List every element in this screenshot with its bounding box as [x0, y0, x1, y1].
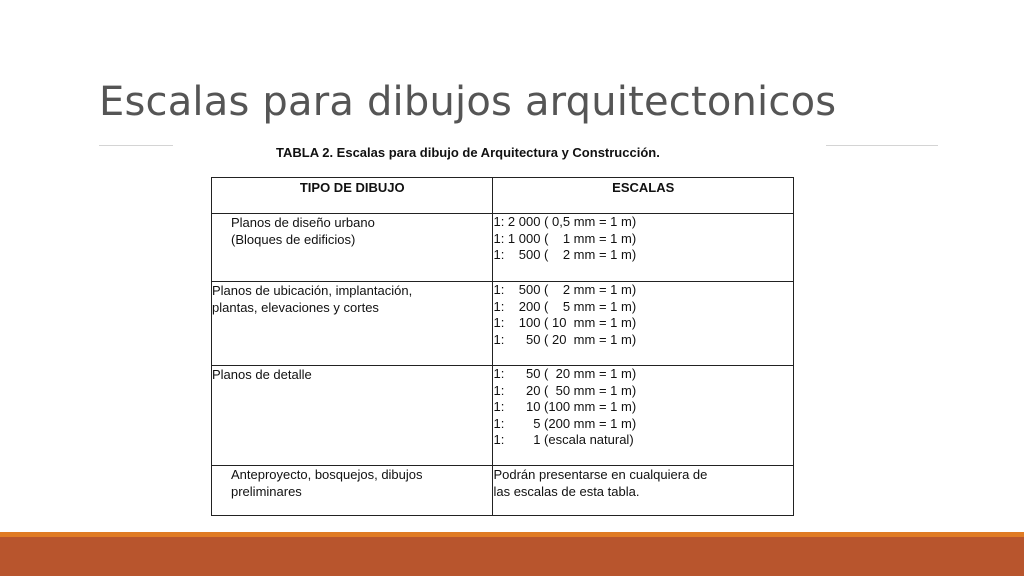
drawing-type-cell	[212, 282, 493, 366]
column-header-scales: ESCALAS	[493, 178, 794, 214]
scale-note-line: las escalas de esta tabla.	[493, 484, 640, 499]
scale-line: 1: 1 (escala natural)	[493, 432, 634, 447]
drawing-type-cell	[212, 214, 493, 282]
scale-line: 1: 5 (200 mm = 1 m)	[493, 415, 637, 431]
table-image	[173, 139, 826, 532]
table-row	[212, 466, 794, 516]
scale-line: 1: 200 ( 5 mm = 1 m)	[493, 298, 637, 314]
table-caption: TABLA 2. Escalas para dibujo de Arquitectura y Construcción.	[276, 145, 660, 160]
scale-line: 1: 100 ( 10 mm = 1 m)	[493, 315, 637, 330]
scale-line: 1: 20 ( 50 mm = 1 m)	[493, 382, 637, 398]
drawing-type-line: Anteproyecto, bosquejos, dibujos	[231, 467, 423, 482]
table-row	[212, 282, 794, 366]
table-row	[212, 366, 794, 466]
title-underline-right	[826, 145, 938, 146]
drawing-type-cell	[212, 366, 493, 466]
drawing-type-line: Planos de ubicación, implantación,	[212, 283, 413, 298]
footer-band	[0, 537, 1024, 576]
drawing-type-line: Planos de diseño urbano	[231, 215, 375, 230]
slide-title: Escalas para dibujos arquitectonicos	[99, 79, 837, 125]
scale-cell	[493, 214, 794, 282]
table-row	[212, 214, 794, 282]
scale-line: 1: 50 ( 20 mm = 1 m)	[493, 331, 637, 347]
table-header-row	[212, 178, 794, 214]
scale-cell	[493, 366, 794, 466]
drawing-type-line: preliminares	[231, 484, 302, 499]
scale-line: 1: 500 ( 2 mm = 1 m)	[493, 282, 637, 297]
column-header-type: TIPO DE DIBUJO	[212, 178, 493, 214]
scale-line: 1: 1 000 ( 1 mm = 1 m)	[493, 230, 637, 246]
scale-cell	[493, 466, 794, 516]
title-underline-left	[99, 145, 173, 146]
drawing-type-line: Planos de detalle	[212, 367, 312, 382]
scale-line: 1: 2 000 ( 0,5 mm = 1 m)	[493, 214, 637, 229]
scale-line: 1: 500 ( 2 mm = 1 m)	[493, 247, 637, 262]
scale-note-line: Podrán presentarse en cualquiera de	[493, 467, 708, 482]
drawing-type-cell	[212, 466, 493, 516]
scale-cell	[493, 282, 794, 366]
drawing-type-line: (Bloques de edificios)	[231, 232, 356, 247]
drawing-type-line: plantas, elevaciones y cortes	[212, 300, 379, 315]
scales-table	[211, 177, 794, 516]
scale-line: 1: 50 ( 20 mm = 1 m)	[493, 366, 637, 381]
scale-line: 1: 10 (100 mm = 1 m)	[493, 399, 637, 414]
